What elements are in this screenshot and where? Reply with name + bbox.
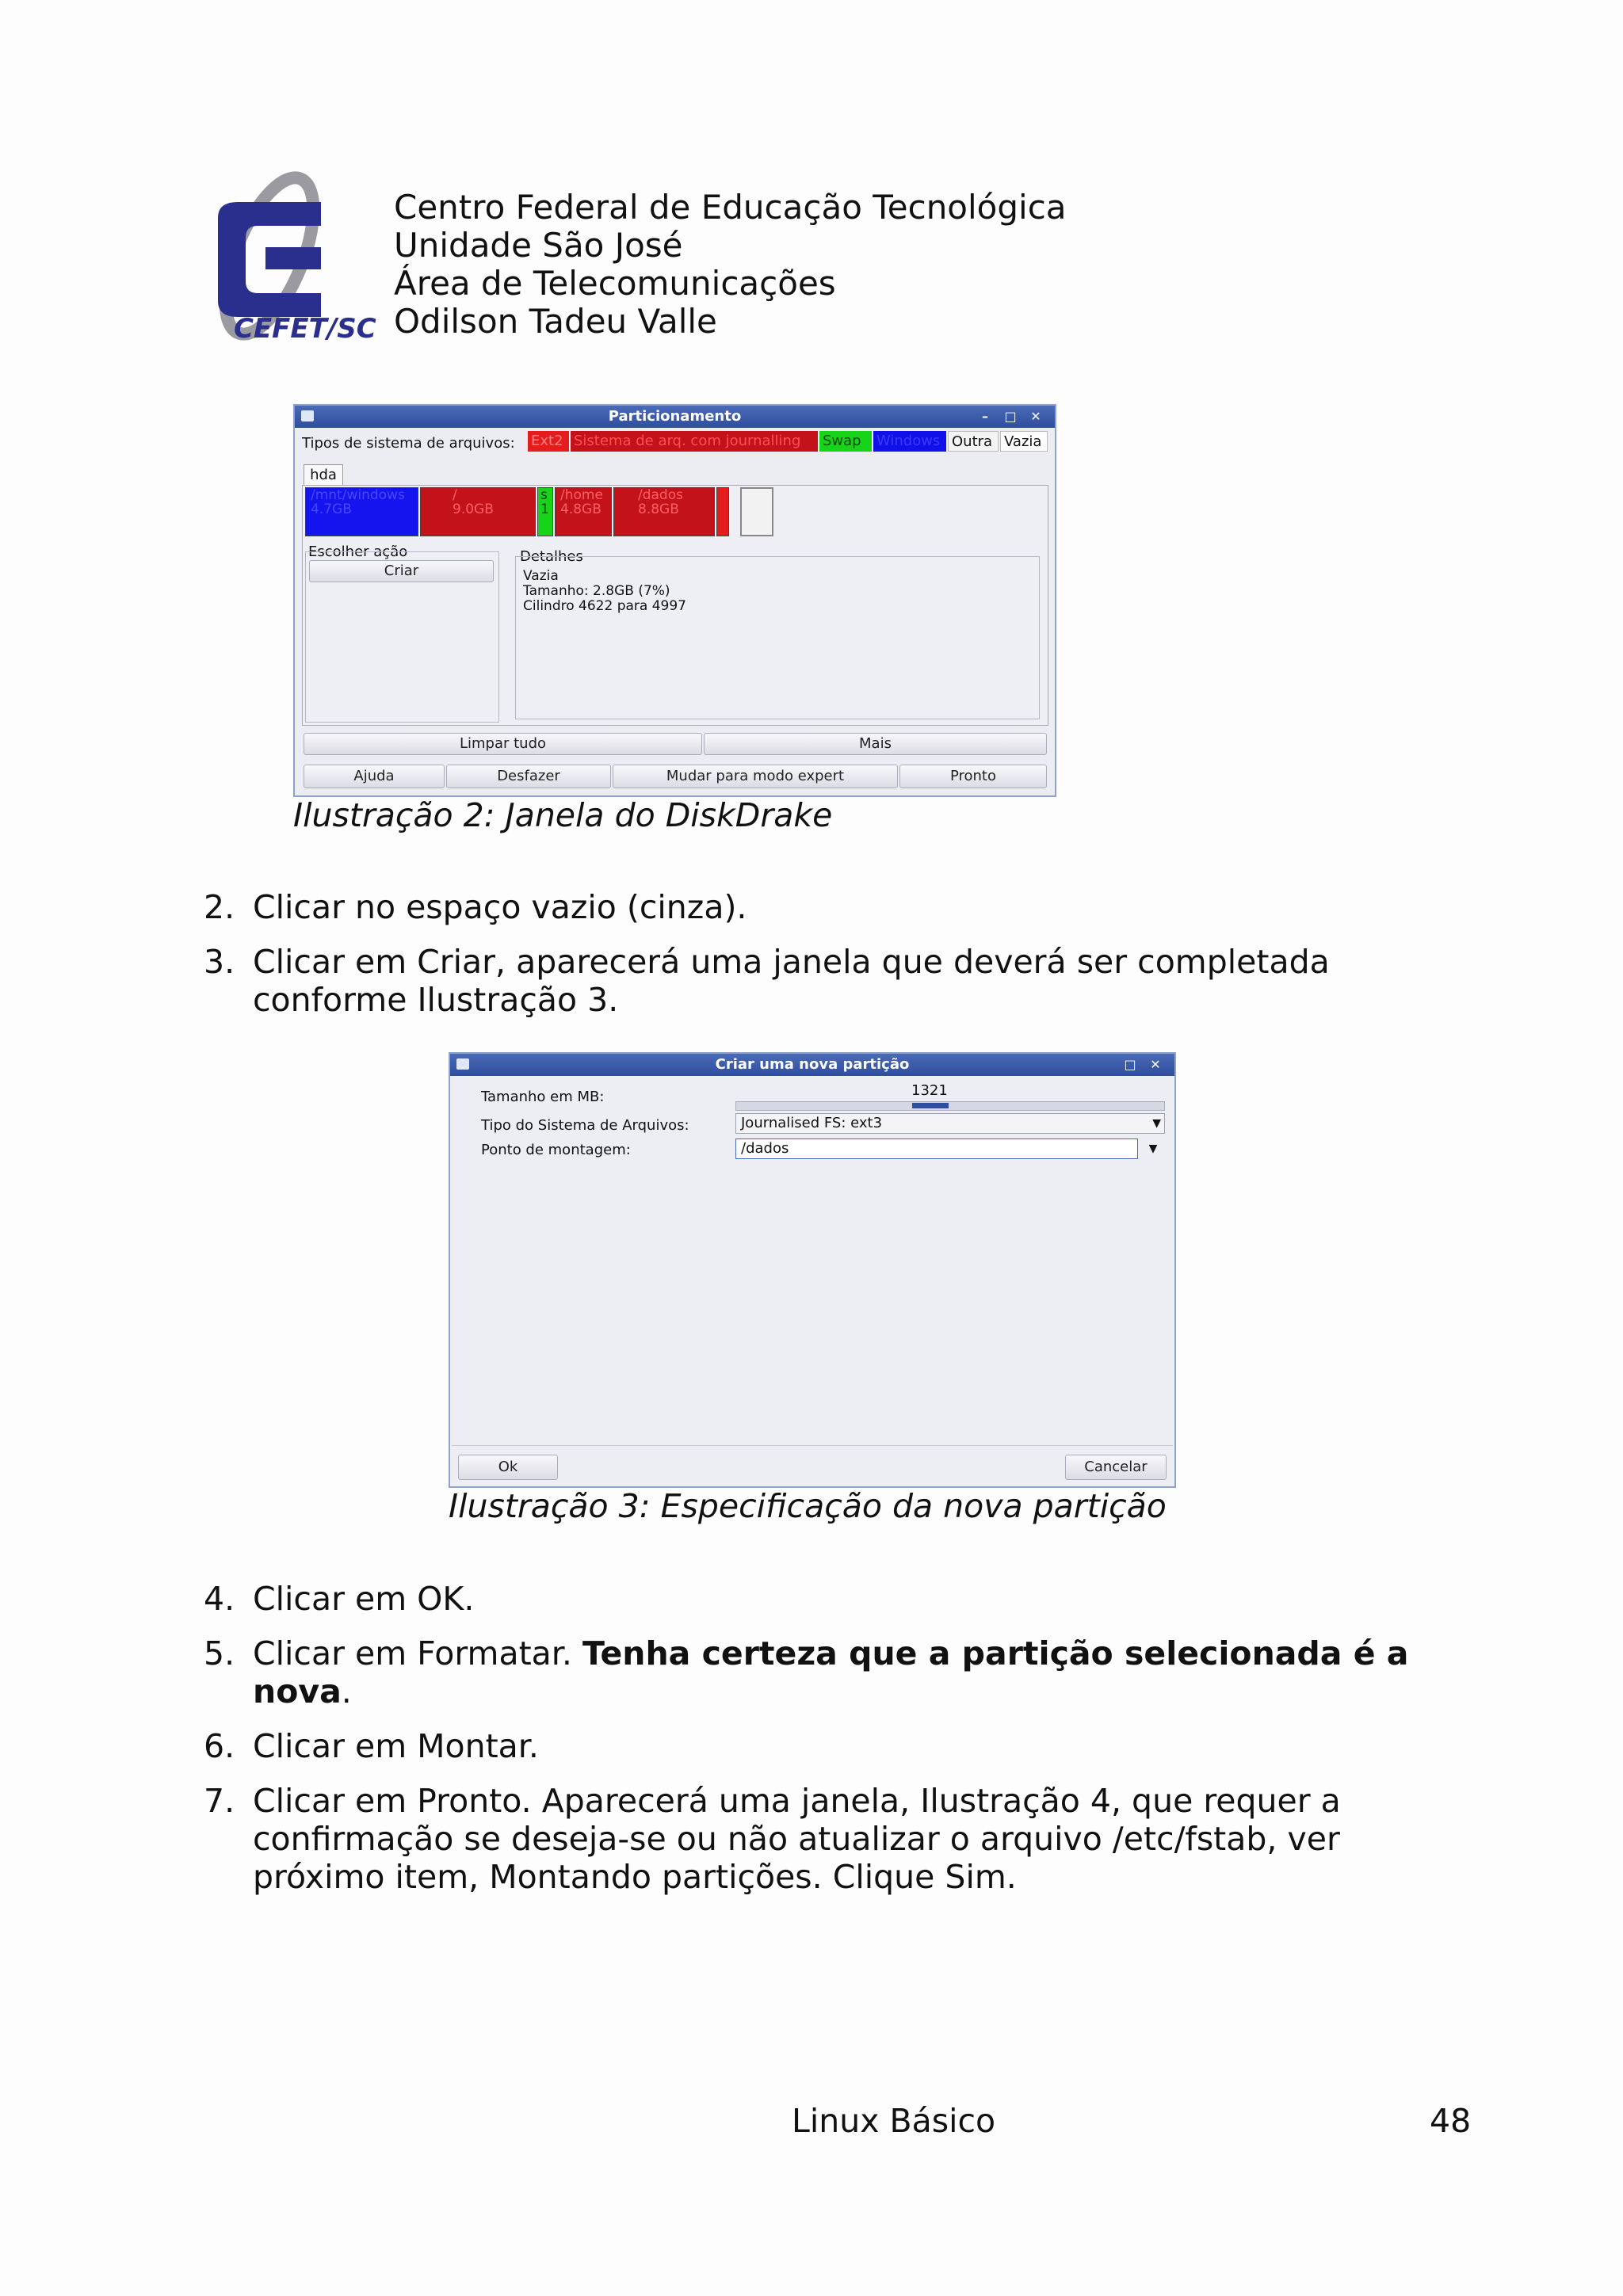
list-text: Clicar no espaço vazio (cinza).	[253, 888, 747, 926]
legend-outra: Outra	[948, 431, 999, 452]
list-number: 5.	[204, 1634, 235, 1672]
size-value: 1321	[911, 1082, 948, 1099]
list-number: 2.	[204, 888, 235, 926]
help-button[interactable]: Ajuda	[304, 765, 445, 788]
size-slider[interactable]	[735, 1101, 1165, 1111]
dialog-separator	[452, 1445, 1173, 1446]
expert-mode-button[interactable]: Mudar para modo expert	[613, 765, 898, 788]
details-label: Detalhes	[520, 548, 583, 565]
list-item	[204, 888, 1472, 926]
partition-size: 9.0GB	[453, 502, 494, 517]
footer-title: Linux Básico	[792, 2102, 996, 2140]
mount-point-label: Ponto de montagem:	[481, 1142, 631, 1158]
dropdown-arrow-icon[interactable]: ▼	[1152, 1117, 1161, 1130]
cancel-button[interactable]: Cancelar	[1065, 1455, 1167, 1480]
undo-button[interactable]: Desfazer	[446, 765, 611, 788]
figure-2-caption: Ilustração 2: Janela do DiskDrake	[293, 796, 833, 834]
cefet-logo	[194, 162, 376, 353]
list-item	[204, 1634, 1598, 1711]
fs-types-label: Tipos de sistema de arquivos:	[302, 435, 515, 452]
list-item	[204, 1580, 1472, 1618]
list-number: 3.	[204, 943, 235, 981]
legend-swap: Swap	[819, 431, 872, 452]
list-number: 7.	[204, 1782, 235, 1820]
figure-3-caption: Ilustração 3: Especificação da nova partição	[449, 1487, 1167, 1525]
mount-dropdown-arrow-icon[interactable]: ▼	[1148, 1142, 1158, 1155]
partition-size: 4.8GB	[560, 502, 601, 517]
create-button[interactable]: Criar	[309, 560, 494, 582]
dialog-titlebar	[450, 1054, 1174, 1076]
partition-size: 1	[540, 502, 549, 517]
size-label: Tamanho em MB:	[481, 1089, 605, 1105]
close-icon[interactable]: ✕	[1150, 1057, 1161, 1072]
legend-journalling: Sistema de arq. com journalling	[571, 431, 818, 452]
done-button[interactable]: Pronto	[899, 765, 1047, 788]
partition-bar	[305, 487, 775, 536]
partition-label: /mnt/windows	[311, 487, 405, 503]
partition-empty[interactable]	[740, 487, 773, 536]
diskdrake-title: Particionamento	[608, 408, 742, 425]
list-text-bold: nova	[253, 1672, 342, 1711]
maximize-icon[interactable]: □	[1124, 1057, 1136, 1072]
header-line-1: Centro Federal de Educação Tecnológica	[394, 188, 1067, 227]
partition-home[interactable]	[555, 487, 612, 536]
partition-root[interactable]	[420, 487, 536, 536]
maximize-icon[interactable]: □	[1004, 409, 1017, 424]
header-line-4: Odilson Tadeu Valle	[394, 302, 717, 341]
partition-label: s	[540, 487, 548, 503]
list-item	[204, 943, 1551, 1019]
list-text: Clicar em OK.	[253, 1580, 475, 1618]
partition-swap[interactable]	[537, 487, 553, 536]
mount-point-value: /dados	[741, 1140, 789, 1157]
list-number: 4.	[204, 1580, 235, 1618]
clear-all-button[interactable]: Limpar tudo	[304, 733, 702, 755]
partition-dados[interactable]	[613, 487, 715, 536]
institution-header	[394, 189, 1067, 341]
fs-type-value: Journalised FS: ext3	[741, 1115, 883, 1131]
list-text-cont: próximo item, Montando partições. Clique Sim.	[253, 1858, 1017, 1896]
legend-windows: Windows	[873, 431, 946, 452]
partition-label: /dados	[638, 487, 683, 503]
slider-handle[interactable]	[912, 1103, 949, 1108]
partition-label: /home	[560, 487, 603, 503]
mount-point-input[interactable]	[735, 1138, 1138, 1159]
choose-action-label: Escolher ação	[308, 543, 408, 560]
list-text-plain: .	[341, 1672, 352, 1711]
list-text: Clicar em Montar.	[253, 1727, 539, 1765]
dialog-title: Criar uma nova partição	[715, 1056, 910, 1073]
legend-vazia: Vazia	[1000, 431, 1048, 452]
header-line-3: Área de Telecomunicações	[394, 264, 836, 303]
list-text-bold: Tenha certeza que a partição selecionada é a	[582, 1634, 1409, 1672]
close-icon[interactable]: ✕	[1030, 409, 1041, 424]
list-text: Clicar em Criar, aparecerá uma janela que deverá ser completada	[253, 943, 1330, 981]
fs-type-label: Tipo do Sistema de Arquivos:	[481, 1117, 689, 1134]
details-line: Vazia	[523, 568, 559, 584]
partition-label: /	[453, 487, 457, 503]
list-item	[204, 1727, 1472, 1765]
legend-ext2: Ext2	[528, 431, 569, 452]
list-item	[204, 1782, 1598, 1896]
partition-size: 4.7GB	[311, 502, 352, 517]
list-text-cont: conforme Ilustração 3.	[253, 981, 619, 1019]
logo-text: CEFET/SC	[234, 313, 376, 345]
ok-button[interactable]: Ok	[458, 1455, 558, 1480]
partition-windows[interactable]	[305, 487, 418, 536]
page-number: 48	[1430, 2102, 1472, 2140]
partition-small[interactable]	[716, 487, 729, 536]
list-text-cont	[253, 1672, 352, 1711]
list-text-plain: Clicar em Formatar.	[253, 1634, 582, 1672]
fs-type-select[interactable]	[735, 1113, 1165, 1134]
list-text: Clicar em Pronto. Aparecerá uma janela, Ilustração 4, que requer a	[253, 1782, 1341, 1820]
details-line: Tamanho: 2.8GB (7%)	[523, 583, 670, 599]
partition-size: 8.8GB	[638, 502, 679, 517]
list-number: 6.	[204, 1727, 235, 1765]
header-line-2: Unidade São José	[394, 226, 683, 265]
details-text	[523, 569, 686, 614]
minimize-icon[interactable]: –	[982, 409, 988, 424]
list-text-cont: confirmação se deseja-se ou não atualizar o arquivo /etc/fstab, ver	[253, 1820, 1340, 1858]
tab-hda[interactable]: hda	[304, 464, 343, 486]
list-text	[253, 1634, 1408, 1672]
diskdrake-titlebar	[295, 406, 1055, 428]
more-button[interactable]: Mais	[704, 733, 1047, 755]
details-line: Cilindro 4622 para 4997	[523, 598, 686, 614]
